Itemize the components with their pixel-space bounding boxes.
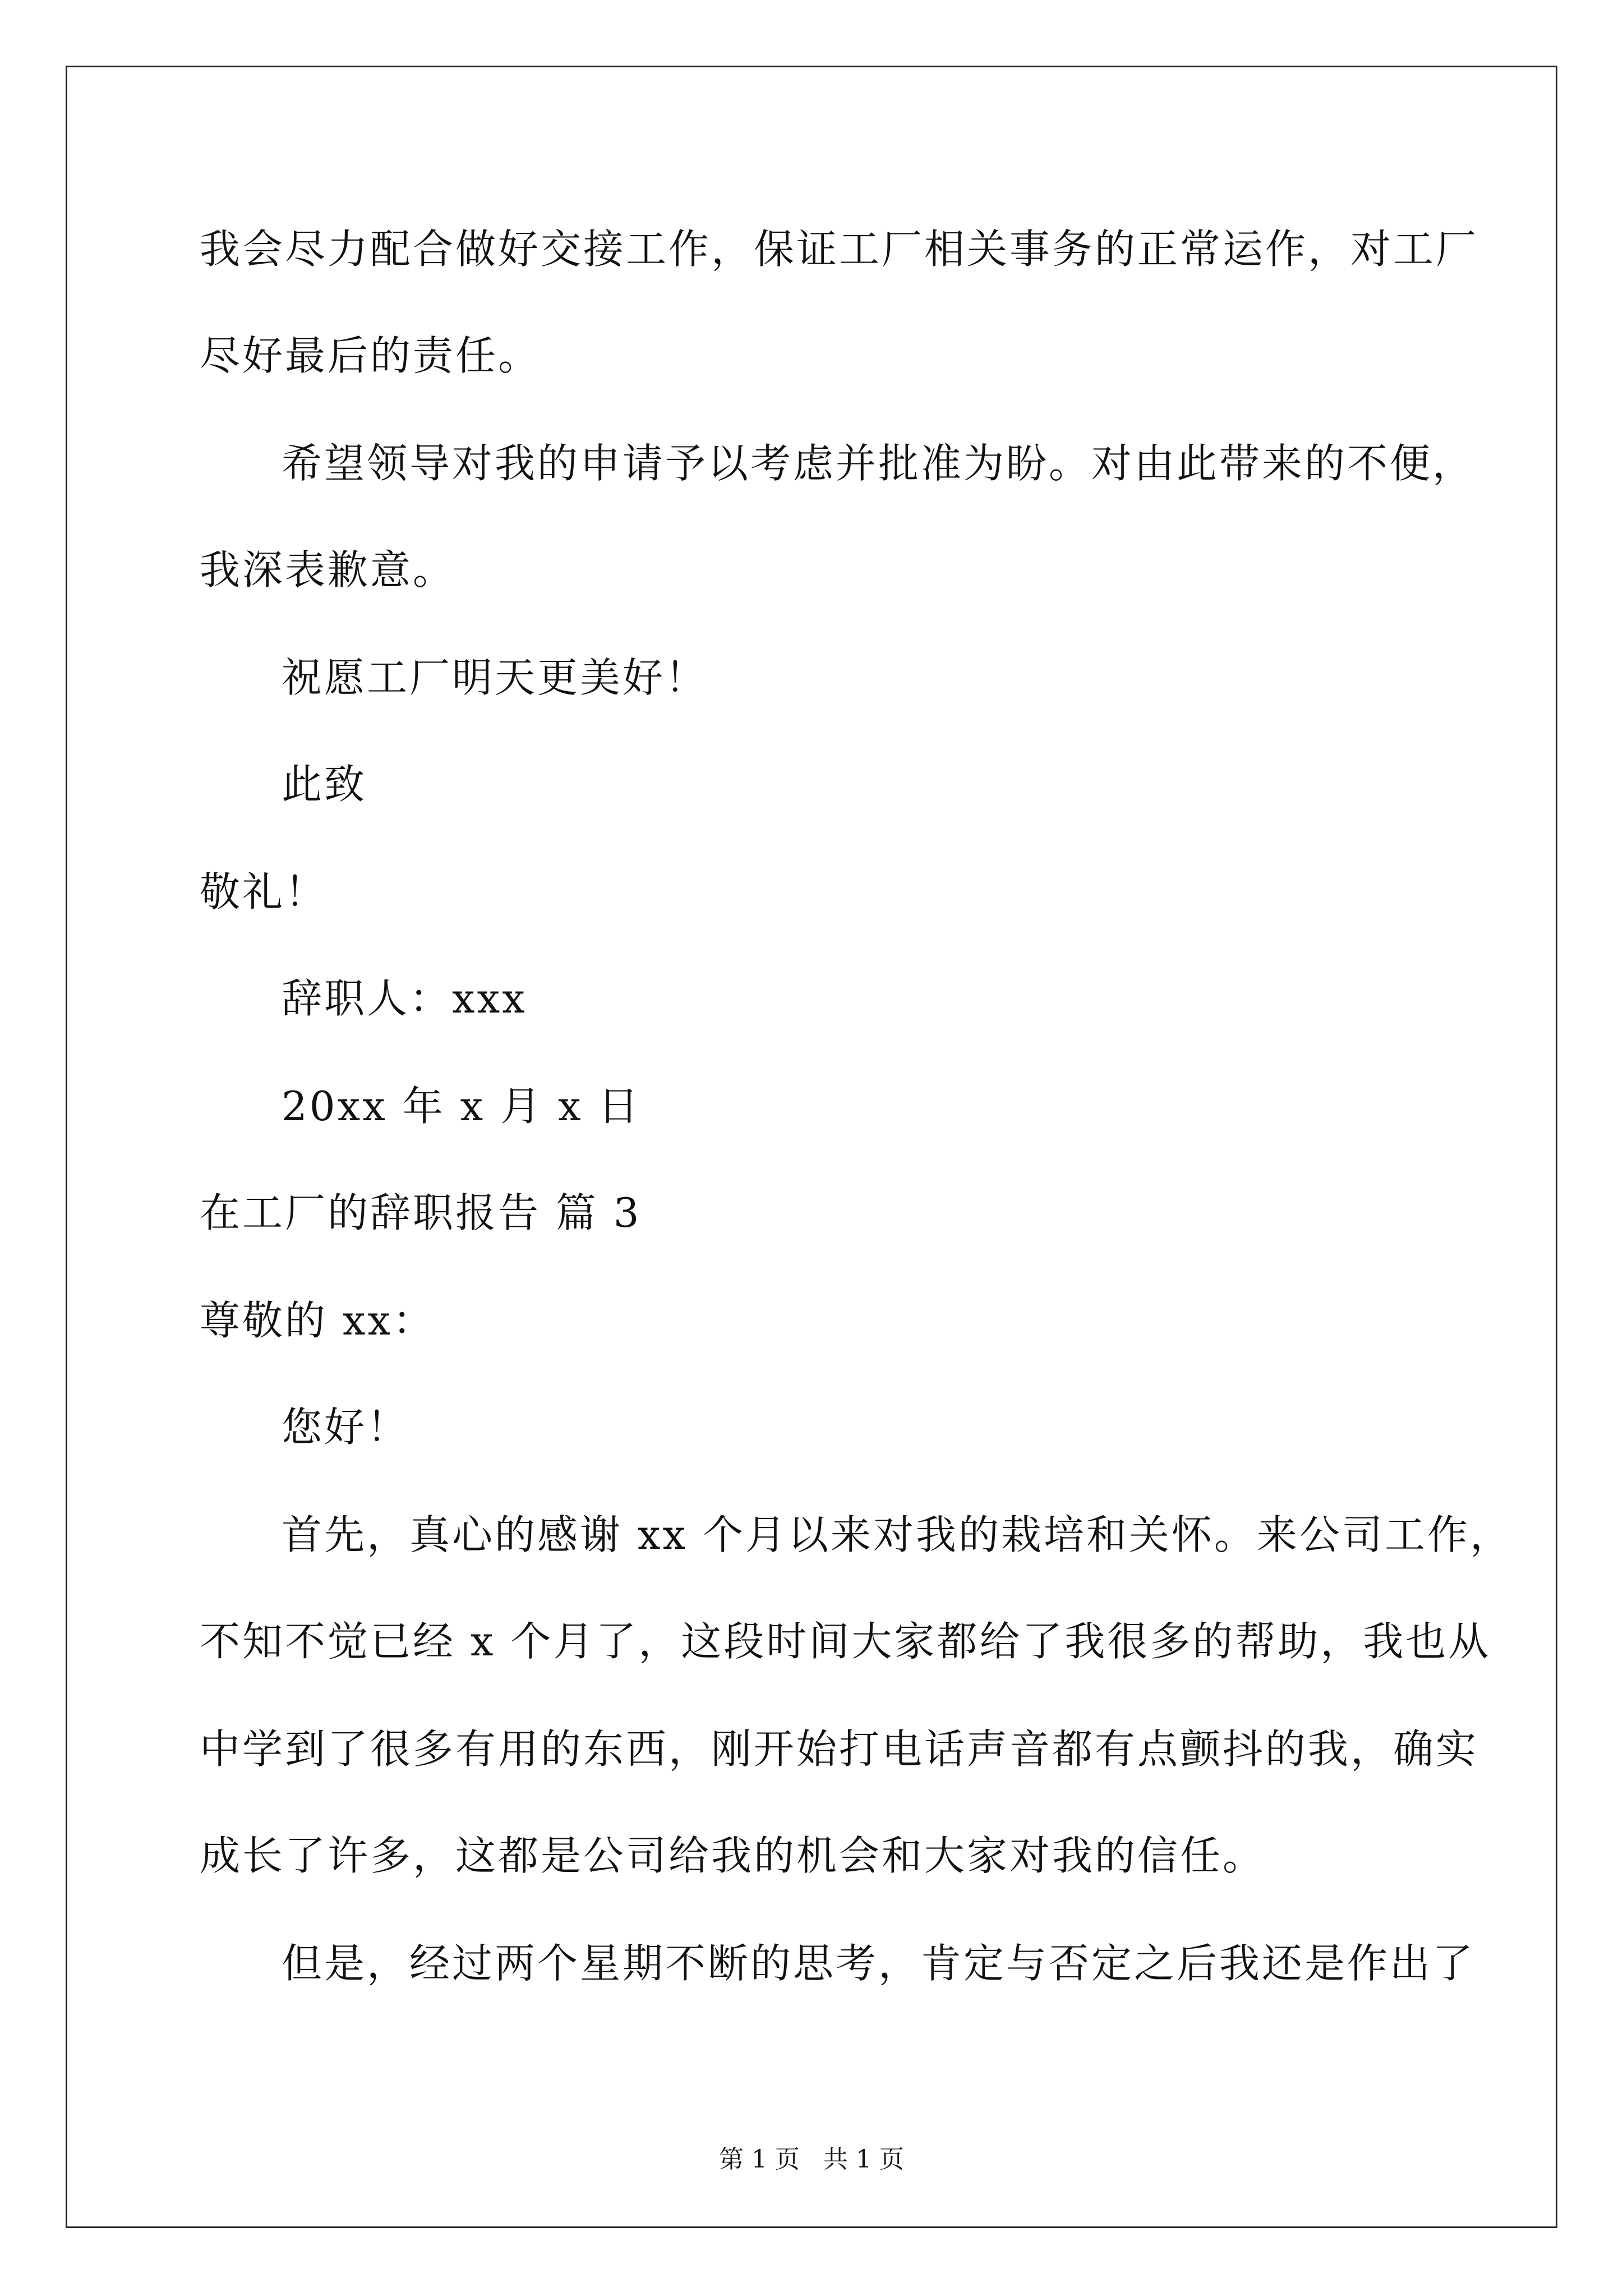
text-line: 但是，经过两个星期不断的思考，肯定与否定之后我还是作出了 <box>282 1940 1476 1987</box>
text-line: 中学到了很多有用的东西，刚开始打电话声音都有点颤抖的我，确实 <box>200 1726 1479 1773</box>
text-line: 此致 <box>282 761 367 808</box>
text-line: 成长了许多，这都是公司给我的机会和大家对我的信任。 <box>200 1832 1266 1879</box>
text-line: 我会尽力配合做好交接工作，保证工厂相关事务的正常运作，对工厂 <box>200 226 1479 273</box>
text-line: 辞职人：xxx <box>282 975 527 1022</box>
text-line: 尽好最后的责任。 <box>200 332 541 379</box>
text-line: 敬礼！ <box>200 868 328 915</box>
salutation: 尊敬的 xx： <box>200 1297 436 1344</box>
text-line: 首先，真心的感谢 xx 个月以来对我的栽培和关怀。来公司工作， <box>282 1511 1513 1558</box>
greeting: 您好！ <box>282 1404 410 1451</box>
text-line: 不知不觉已经 x 个月了，这段时间大家都给了我很多的帮助，我也从 <box>200 1618 1491 1665</box>
page-footer: 第 1 页 共 1 页 <box>719 2145 904 2174</box>
text-line: 20xx 年 x 月 x 日 <box>282 1083 641 1130</box>
text-line: 祝愿工厂明天更美好！ <box>282 654 708 701</box>
text-line: 我深表歉意。 <box>200 546 456 593</box>
text-line: 希望领导对我的申请予以考虑并批准为盼。对由此带来的不便， <box>282 440 1476 487</box>
page-border <box>66 66 1557 2228</box>
section-heading: 在工厂的辞职报告 篇 3 <box>200 1189 642 1236</box>
